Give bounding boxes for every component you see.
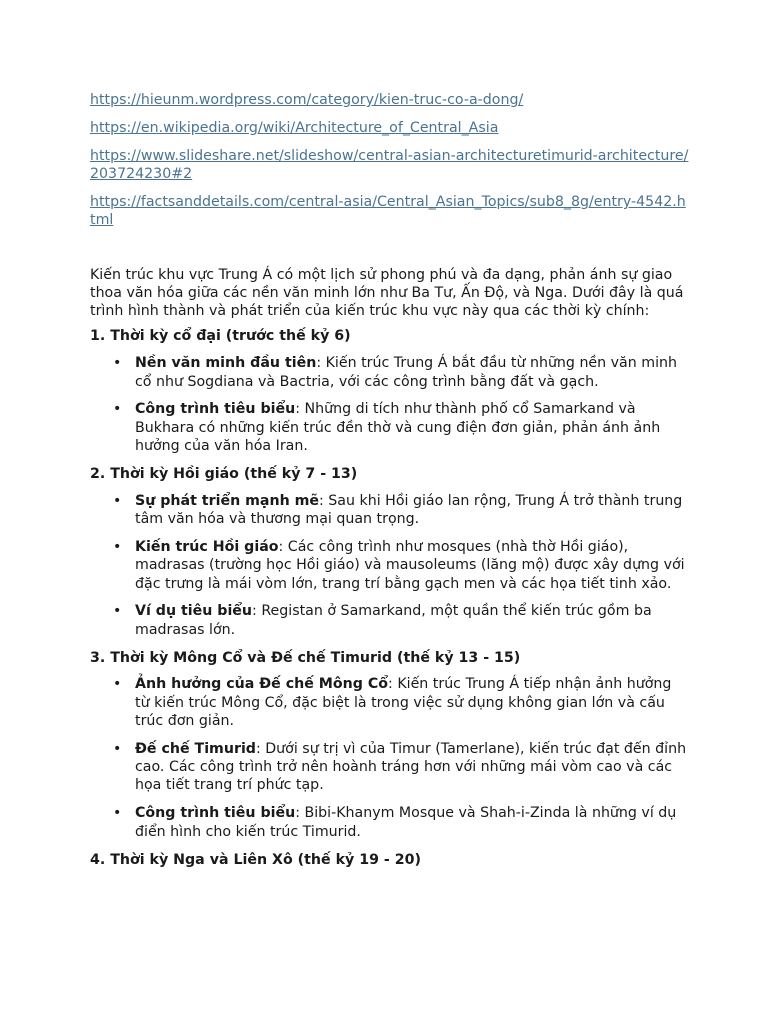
reference-link[interactable]: https://hieunm.wordpress.com/category/kien-truc-co-a-dong/ <box>90 92 524 108</box>
bullet-icon: • <box>113 492 122 509</box>
item-text: : Bibi-Khanym Mosque và Shah-i-Zinda là những ví dụ điển hình cho kiến trúc Timurid. <box>135 805 677 840</box>
bullet-icon: • <box>113 355 122 372</box>
reference-links <box>90 91 690 230</box>
section-heading: 3. Thời kỳ Mông Cổ và Đế chế Timurid (thế kỷ 13 - 15) <box>90 649 521 666</box>
list-item <box>90 492 690 529</box>
item-text: : Sau khi Hồi giáo lan rộng, Trung Á trở thành trung tâm văn hóa và thương mại quan trọng. <box>135 492 683 528</box>
item-label: Sự phát triển mạnh mẽ <box>135 492 320 509</box>
section-heading: 4. Thời kỳ Nga và Liên Xô (thế kỷ 19 - 20) <box>90 851 421 868</box>
item-text: : Kiến trúc Trung Á bắt đầu từ những nền văn minh cổ như Sogdiana và Bactria, với các công trình bằng đất và gạch. <box>135 355 677 390</box>
bullet-list <box>90 675 690 841</box>
bullet-icon: • <box>113 676 122 693</box>
bullet-list <box>90 492 690 639</box>
list-item <box>90 354 690 391</box>
bullet-icon: • <box>113 603 122 620</box>
item-label: Nền văn minh đầu tiên <box>135 355 317 372</box>
item-text: : Những di tích như thành phố cổ Samarkand và Bukhara có những kiến trúc đền thờ và cung điện đơn giản, phản ánh ảnh hưởng của văn hóa Iran. <box>135 401 661 455</box>
bullet-icon: • <box>113 805 122 822</box>
document-body <box>90 91 690 877</box>
section-heading: 2. Thời kỳ Hồi giáo (thế kỷ 7 - 13) <box>90 465 358 482</box>
reference-link[interactable]: https://en.wikipedia.org/wiki/Architecture_of_Central_Asia <box>90 119 499 136</box>
list-item <box>90 804 690 841</box>
item-text: : Các công trình như mosques (nhà thờ Hồi giáo), madrasas (trường học Hồi giáo) và mausoleums (lăng mộ) được xây dựng với đặc trưng là mái vòm lớn, trang trí bằng gạch men và các họa tiết tinh xảo. <box>135 538 685 592</box>
item-label: Công trình tiêu biểu <box>135 401 296 418</box>
bullet-icon: • <box>113 740 122 757</box>
section <box>90 649 690 841</box>
reference-link[interactable]: https://www.slideshare.net/slideshow/central-asian-architecturetimurid-architecture/203724230#2 <box>90 147 689 183</box>
item-label: Ví dụ tiêu biểu <box>135 603 253 620</box>
item-text: : Kiến trúc Trung Á tiếp nhận ảnh hưởng từ kiến trúc Mông Cổ, đặc biệt là trong việc sử dụng không gian lớn và cấu trúc đơn giản. <box>135 676 672 729</box>
list-item <box>90 538 690 593</box>
bullet-list <box>90 354 690 455</box>
section <box>90 327 690 455</box>
section-heading: 1. Thời kỳ cổ đại (trước thế kỷ 6) <box>90 328 351 345</box>
bullet-icon: • <box>113 401 122 418</box>
item-label: Đế chế Timurid <box>135 740 256 757</box>
reference-link[interactable]: https://factsanddetails.com/central-asia/Central_Asian_Topics/sub8_8g/entry-4542.html <box>90 193 686 229</box>
item-label: Ảnh hưởng của Đế chế Mông Cổ <box>135 676 389 693</box>
list-item <box>90 675 690 730</box>
item-text: : Dưới sự trị vì của Timur (Tamerlane), kiến trúc đạt đến đỉnh cao. Các công trình trở nên hoành tráng hơn với những mái vòm cao và các họa tiết trang trí phức tạp. <box>135 740 687 794</box>
intro-paragraph: Kiến trúc khu vực Trung Á có một lịch sử phong phú và đa dạng, phản ánh sự giao thoa văn hóa giữa các nền văn minh lớn như Ba Tư, Ấn Độ, và Nga. Dưới đây là quá trình hình thành và phát triển của kiến trúc khu vực này qua các thời kỳ chính: <box>90 266 684 320</box>
section <box>90 851 690 869</box>
item-label: Công trình tiêu biểu <box>135 805 296 822</box>
list-item <box>90 740 690 795</box>
bullet-icon: • <box>113 538 122 555</box>
item-label: Kiến trúc Hồi giáo <box>135 538 279 555</box>
section <box>90 465 690 639</box>
list-item <box>90 602 690 639</box>
item-text: : Registan ở Samarkand, một quần thể kiến trúc gồm ba madrasas lớn. <box>135 603 652 638</box>
list-item <box>90 400 690 455</box>
